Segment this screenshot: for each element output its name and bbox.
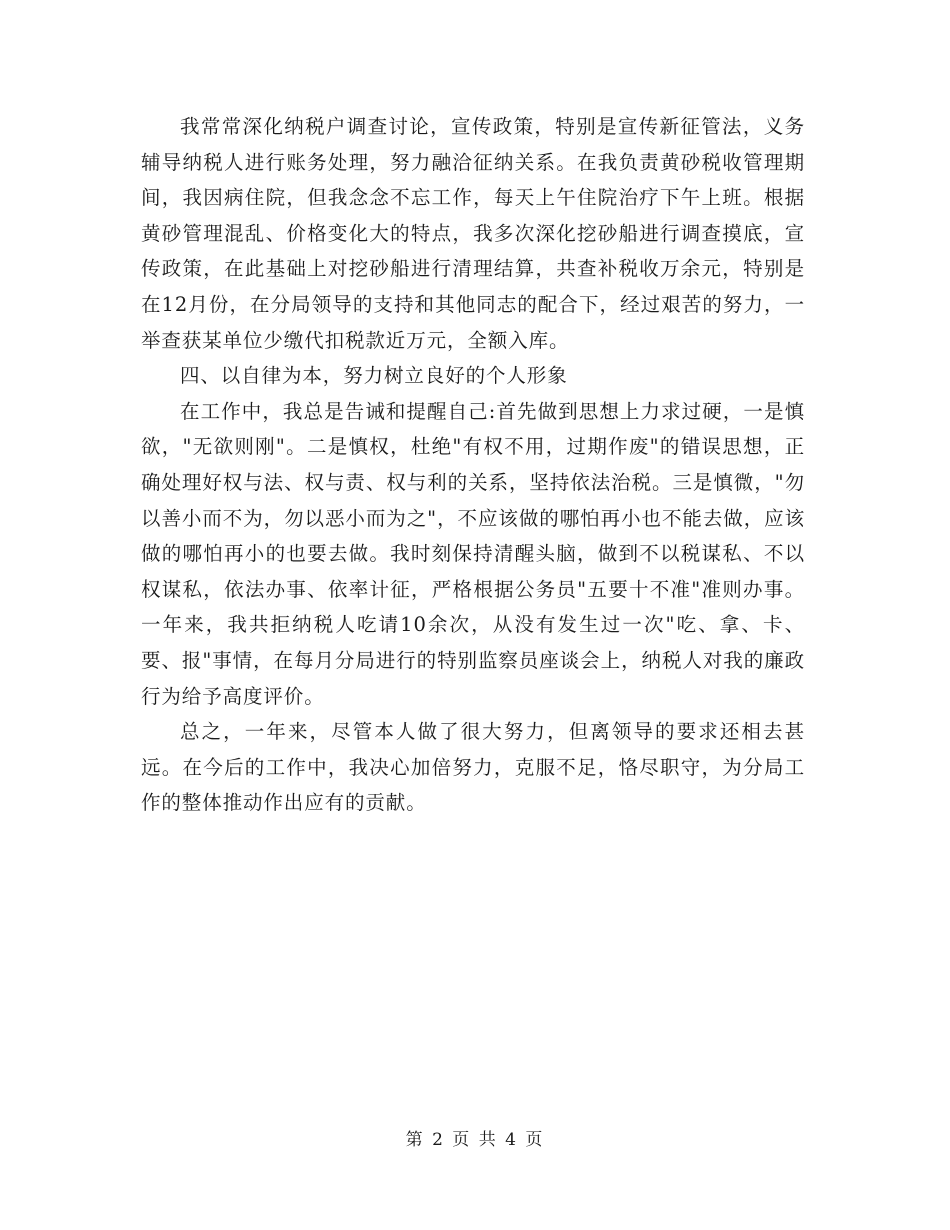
section-heading-self-discipline: 四、以自律为本，努力树立良好的个人形象 <box>180 364 568 388</box>
paragraph-conclusion: 总之，一年来，尽管本人做了很大努力，但离领导的要求还相去甚远。在今后的工作中，我决心加倍努力，克服不足，恪尽职守，为分局工作的整体推动作出应有的贡献。 <box>141 720 805 815</box>
paragraph-self-discipline: 在工作中，我总是告诫和提醒自己:首先做到思想上力求过硬，一是慎欲，"无欲则刚"。二是慎权，杜绝"有权不用，过期作废"的错误思想，正确处理好权与法、权与责、权与利的关系，坚持依法治税。三是慎微，"勿以善小而不为，勿以恶小而为之"，不应该做的哪怕再小也不能去做，应该做的哪怕再小的也要去做。我时刻保持清醒头脑，做到不以税谋私、不以权谋私，依法办事、依率计征，严格根据公务员"五要十不准"准则办事。一年来，我共拒纳税人吃请10余次，从没有发生过一次"吃、拿、卡、要、报"事情，在每月分局进行的特别监察员座谈会上，纳税人对我的廉政行为给予高度评价。 <box>141 399 805 708</box>
paragraph-tax-survey: 我常常深化纳税户调查讨论，宣传政策，特别是宣传新征管法，义务辅导纳税人进行账务处理，努力融洽征纳关系。在我负责黄砂税收管理期间，我因病住院，但我念念不忘工作，每天上午住院治疗下午上班。根据黄砂管理混乱、价格变化大的特点，我多次深化挖砂船进行调查摸底，宣传政策，在此基础上对挖砂船进行清理结算，共查补税收万余元，特别是在12月份，在分局领导的支持和其他同志的配合下，经过艰苦的努力，一举查获某单位少缴代扣税款近万元，全额入库。 <box>141 115 805 352</box>
page-number-footer: 第 2 页 共 4 页 <box>405 1130 545 1150</box>
document-body <box>141 109 805 821</box>
